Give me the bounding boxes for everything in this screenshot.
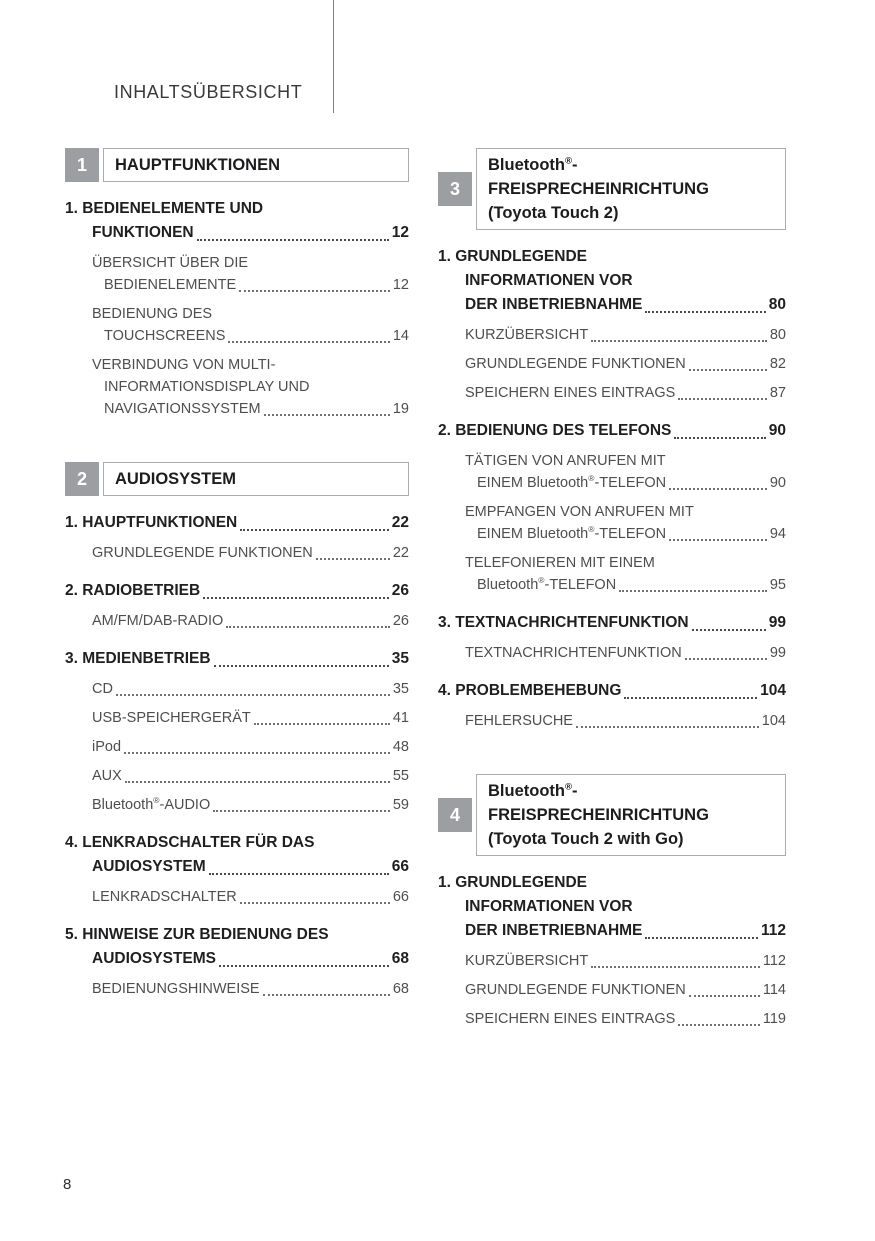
- section-title-line: Bluetooth®-: [488, 781, 578, 800]
- entry-text: DER INBETRIEBNAHME: [465, 922, 643, 939]
- entry-text: SPEICHERN EINES EINTRAGS: [465, 1011, 676, 1027]
- entry-page-ref: 80: [769, 327, 786, 343]
- entry-line: [65, 610, 409, 632]
- toc-entry-sub: [438, 979, 786, 1001]
- entry-page-ref: 26: [392, 613, 409, 629]
- leader-dots: [678, 1024, 760, 1026]
- entry-text: AM/FM/DAB-RADIO: [92, 613, 224, 629]
- entry-text: 4. LENKRADSCHALTER FÜR DAS: [65, 834, 315, 851]
- entry-line: [438, 552, 786, 574]
- entry-line: [438, 710, 786, 732]
- leader-dots: [203, 597, 389, 599]
- leader-dots: [219, 965, 389, 967]
- entry-line: [438, 679, 786, 703]
- leader-dots: [576, 726, 759, 728]
- entry-text: 5. HINWEISE ZUR BEDIENUNG DES: [65, 926, 329, 943]
- entry-page-ref: 68: [391, 950, 409, 967]
- entry-line: [438, 642, 786, 664]
- leader-dots: [125, 781, 390, 783]
- entry-text: 3. TEXTNACHRICHTENFUNKTION: [438, 614, 689, 631]
- leader-dots: [213, 810, 390, 812]
- entry-page-ref: 66: [392, 889, 409, 905]
- entry-line: [438, 353, 786, 375]
- toc-entry-chapter: [438, 611, 786, 635]
- leader-dots: [228, 341, 389, 343]
- entry-text: 2. RADIOBETRIEB: [65, 582, 201, 599]
- entry-page-ref: 12: [392, 277, 409, 293]
- entry-text: TEXTNACHRICHTENFUNKTION: [465, 645, 682, 661]
- section-number-badge: 1: [65, 148, 99, 182]
- entry-line: [65, 303, 409, 325]
- entry-page-ref: 35: [391, 650, 409, 667]
- section-title-line: AUDIOSYSTEM: [115, 470, 237, 488]
- entry-text: USB-SPEICHERGERÄT: [92, 710, 251, 726]
- entry-line: [65, 794, 409, 816]
- entry-text: NAVIGATIONSSYSTEM: [104, 401, 261, 417]
- section-header: [65, 148, 409, 182]
- entry-line: [65, 274, 409, 296]
- toc-entry-sub: [438, 552, 786, 596]
- leader-dots: [214, 665, 389, 667]
- entry-line: [65, 765, 409, 787]
- section-title-line: FREISPRECHEINRICHTUNG: [488, 806, 709, 824]
- section-header: [65, 462, 409, 496]
- toc-entry-sub: [65, 765, 409, 787]
- leader-dots: [591, 340, 767, 342]
- section-title-box: [476, 148, 786, 230]
- entry-page-ref: 55: [392, 768, 409, 784]
- section-entries: [65, 197, 409, 420]
- section-title-box: [103, 462, 409, 496]
- entry-line: [65, 886, 409, 908]
- toc-entry-sub: [65, 678, 409, 700]
- entry-text: 1. GRUNDLEGENDE: [438, 248, 587, 265]
- entry-page-ref: 90: [769, 475, 786, 491]
- toc-entry-sub: [65, 542, 409, 564]
- entry-page-ref: 99: [769, 645, 786, 661]
- entry-line: [65, 354, 409, 376]
- entry-text: FUNKTIONEN: [92, 224, 194, 241]
- toc-section: [65, 148, 409, 420]
- leader-dots: [116, 694, 390, 696]
- entry-page-ref: 95: [769, 577, 786, 593]
- entry-text: 1. BEDIENELEMENTE UND: [65, 200, 264, 217]
- entry-page-ref: 82: [769, 356, 786, 372]
- section-header: [438, 148, 786, 230]
- entry-page-ref: 22: [391, 514, 409, 531]
- entry-line: [438, 979, 786, 1001]
- toc-entry-sub: [65, 610, 409, 632]
- leader-dots: [685, 658, 767, 660]
- entry-text: Bluetooth®-AUDIO: [92, 795, 211, 813]
- leader-dots: [624, 697, 757, 699]
- entry-line: [65, 947, 409, 971]
- entry-line: [438, 611, 786, 635]
- toc-entry-sub: [438, 324, 786, 346]
- toc-column-right: [438, 148, 786, 1030]
- leader-dots: [124, 752, 390, 754]
- entry-line: [438, 501, 786, 523]
- toc-section: [438, 774, 786, 1030]
- leader-dots: [645, 937, 758, 939]
- section-title-line: Bluetooth®-: [488, 155, 578, 174]
- entry-line: [65, 707, 409, 729]
- entry-text: AUDIOSYSTEMS: [92, 950, 217, 967]
- entry-line: [65, 376, 409, 398]
- entry-line: [65, 221, 409, 245]
- entry-page-ref: 104: [760, 682, 786, 699]
- entry-page-ref: 87: [769, 385, 786, 401]
- entry-line: [65, 678, 409, 700]
- entry-text: AUX: [92, 768, 122, 784]
- leader-dots: [645, 311, 765, 313]
- entry-page-ref: 80: [768, 296, 786, 313]
- entry-line: [438, 472, 786, 494]
- leader-dots: [692, 629, 766, 631]
- entry-line: [438, 919, 786, 943]
- entry-text: EINEM Bluetooth®-TELEFON: [477, 473, 667, 491]
- entry-page-ref: 35: [392, 681, 409, 697]
- section-title-line: (Toyota Touch 2): [488, 204, 619, 222]
- entry-text: GRUNDLEGENDE FUNKTIONEN: [465, 982, 686, 998]
- entry-text: BEDIENUNG DES: [92, 306, 213, 322]
- leader-dots: [669, 488, 767, 490]
- entry-line: [65, 579, 409, 603]
- section-entries: [438, 245, 786, 732]
- section-number-badge: 3: [438, 172, 472, 206]
- entry-line: [65, 855, 409, 879]
- entry-line: [438, 324, 786, 346]
- leader-dots: [678, 398, 767, 400]
- entry-page-ref: 26: [391, 582, 409, 599]
- entry-page-ref: 112: [760, 922, 786, 939]
- entry-text: INFORMATIONEN VOR: [465, 898, 633, 915]
- entry-text: BEDIENUNGSHINWEISE: [92, 981, 260, 997]
- entry-page-ref: 59: [392, 797, 409, 813]
- entry-page-ref: 66: [391, 858, 409, 875]
- entry-line: [438, 895, 786, 919]
- entry-page-ref: 112: [762, 953, 786, 969]
- toc-entry-chapter: [65, 647, 409, 671]
- toc-entry-sub: [438, 382, 786, 404]
- toc-section: [438, 148, 786, 732]
- entry-line: [65, 197, 409, 221]
- entry-text: 3. MEDIENBETRIEB: [65, 650, 211, 667]
- toc-entry-chapter: [65, 831, 409, 879]
- entry-line: [65, 252, 409, 274]
- entry-text: CD: [92, 681, 113, 697]
- page-header-title: INHALTSÜBERSICHT: [114, 82, 303, 102]
- entry-page-ref: 94: [769, 526, 786, 542]
- section-entries: [65, 511, 409, 1000]
- toc-entry-sub: [438, 710, 786, 732]
- toc-column-left: [65, 148, 409, 1000]
- section-title-line: (Toyota Touch 2 with Go): [488, 830, 684, 848]
- page-number: 8: [63, 1176, 72, 1193]
- entry-line: [65, 511, 409, 535]
- entry-line: [65, 647, 409, 671]
- toc-entry-chapter: [65, 923, 409, 971]
- toc-entry-chapter: [65, 579, 409, 603]
- toc-section: [65, 462, 409, 1000]
- entry-line: [65, 542, 409, 564]
- toc-entry-chapter: [65, 511, 409, 535]
- leader-dots: [674, 437, 765, 439]
- entry-text: DER INBETRIEBNAHME: [465, 296, 643, 313]
- entry-text: TÄTIGEN VON ANRUFEN MIT: [465, 453, 666, 469]
- leader-dots: [254, 723, 390, 725]
- toc-entry-sub: [438, 1008, 786, 1030]
- entry-text: FEHLERSUCHE: [465, 713, 573, 729]
- entry-text: 1. GRUNDLEGENDE: [438, 874, 587, 891]
- entry-page-ref: 99: [768, 614, 786, 631]
- leader-dots: [226, 626, 390, 628]
- entry-line: [65, 325, 409, 347]
- entry-text: LENKRADSCHALTER: [92, 889, 237, 905]
- toc-entry-sub: [438, 642, 786, 664]
- toc-entry-sub: [65, 978, 409, 1000]
- toc-entry-sub: [438, 353, 786, 375]
- entry-page-ref: 12: [391, 224, 409, 241]
- entry-text: iPod: [92, 739, 122, 755]
- entry-text: AUDIOSYSTEM: [92, 858, 206, 875]
- entry-text: KURZÜBERSICHT: [465, 953, 589, 969]
- leader-dots: [240, 902, 390, 904]
- section-title-box: [476, 774, 786, 856]
- section-entries: [438, 871, 786, 1030]
- toc-entry-sub: [65, 354, 409, 420]
- entry-text: TOUCHSCREENS: [104, 328, 226, 344]
- toc-entry-chapter: [438, 871, 786, 943]
- entry-text: INFORMATIONSDISPLAY UND: [104, 379, 310, 395]
- toc-entry-sub: [65, 303, 409, 347]
- entry-page-ref: 14: [392, 328, 409, 344]
- entry-line: [438, 382, 786, 404]
- entry-line: [438, 950, 786, 972]
- leader-dots: [239, 290, 390, 292]
- leader-dots: [316, 558, 390, 560]
- entry-line: [438, 269, 786, 293]
- entry-line: [438, 293, 786, 317]
- leader-dots: [619, 590, 767, 592]
- entry-line: [438, 871, 786, 895]
- entry-line: [438, 523, 786, 545]
- entry-line: [438, 1008, 786, 1030]
- entry-line: [65, 978, 409, 1000]
- entry-line: [438, 574, 786, 596]
- toc-entry-chapter: [438, 679, 786, 703]
- section-header: [438, 774, 786, 856]
- toc-entry-sub: [65, 252, 409, 296]
- toc-entry-sub: [65, 886, 409, 908]
- entry-page-ref: 114: [762, 982, 786, 998]
- toc-entry-sub: [65, 736, 409, 758]
- toc-entry-chapter: [65, 197, 409, 245]
- header-divider-line: [333, 0, 334, 113]
- toc-columns: [65, 148, 786, 1030]
- toc-entry-chapter: [438, 419, 786, 443]
- entry-line: [65, 923, 409, 947]
- leader-dots: [689, 995, 760, 997]
- entry-page-ref: 119: [762, 1011, 786, 1027]
- leader-dots: [197, 239, 389, 241]
- entry-text: 4. PROBLEMBEHEBUNG: [438, 682, 622, 699]
- toc-entry-sub: [438, 950, 786, 972]
- toc-entry-sub: [65, 794, 409, 816]
- entry-page-ref: 48: [392, 739, 409, 755]
- section-title-line: HAUPTFUNKTIONEN: [115, 156, 280, 174]
- entry-text: ÜBERSICHT ÜBER DIE: [92, 255, 249, 271]
- section-number-badge: 2: [65, 462, 99, 496]
- entry-line: [438, 419, 786, 443]
- entry-page-ref: 68: [392, 981, 409, 997]
- entry-line: [65, 736, 409, 758]
- entry-text: 2. BEDIENUNG DES TELEFONS: [438, 422, 672, 439]
- entry-line: [65, 831, 409, 855]
- entry-text: GRUNDLEGENDE FUNKTIONEN: [92, 545, 313, 561]
- leader-dots: [689, 369, 767, 371]
- section-number-badge: 4: [438, 798, 472, 832]
- entry-text: INFORMATIONEN VOR: [465, 272, 633, 289]
- entry-text: 1. HAUPTFUNKTIONEN: [65, 514, 238, 531]
- leader-dots: [669, 539, 767, 541]
- section-title-box: [103, 148, 409, 182]
- entry-page-ref: 104: [761, 713, 786, 729]
- entry-text: VERBINDUNG VON MULTI-: [92, 357, 276, 373]
- toc-entry-chapter: [438, 245, 786, 317]
- entry-page-ref: 90: [768, 422, 786, 439]
- entry-line: [438, 245, 786, 269]
- toc-entry-sub: [438, 450, 786, 494]
- entry-text: EMPFANGEN VON ANRUFEN MIT: [465, 504, 694, 520]
- entry-line: [438, 450, 786, 472]
- section-title-line: FREISPRECHEINRICHTUNG: [488, 180, 709, 198]
- leader-dots: [209, 873, 389, 875]
- entry-text: SPEICHERN EINES EINTRAGS: [465, 385, 676, 401]
- entry-text: GRUNDLEGENDE FUNKTIONEN: [465, 356, 686, 372]
- entry-text: TELEFONIEREN MIT EINEM: [465, 555, 655, 571]
- entry-text: BEDIENELEMENTE: [104, 277, 237, 293]
- entry-text: Bluetooth®-TELEFON: [477, 575, 617, 593]
- toc-entry-sub: [438, 501, 786, 545]
- entry-text: KURZÜBERSICHT: [465, 327, 589, 343]
- entry-page-ref: 22: [392, 545, 409, 561]
- leader-dots: [591, 966, 760, 968]
- leader-dots: [263, 994, 390, 996]
- leader-dots: [240, 529, 389, 531]
- leader-dots: [264, 414, 390, 416]
- entry-line: [65, 398, 409, 420]
- entry-page-ref: 41: [392, 710, 409, 726]
- toc-entry-sub: [65, 707, 409, 729]
- entry-page-ref: 19: [392, 401, 409, 417]
- entry-text: EINEM Bluetooth®-TELEFON: [477, 524, 667, 542]
